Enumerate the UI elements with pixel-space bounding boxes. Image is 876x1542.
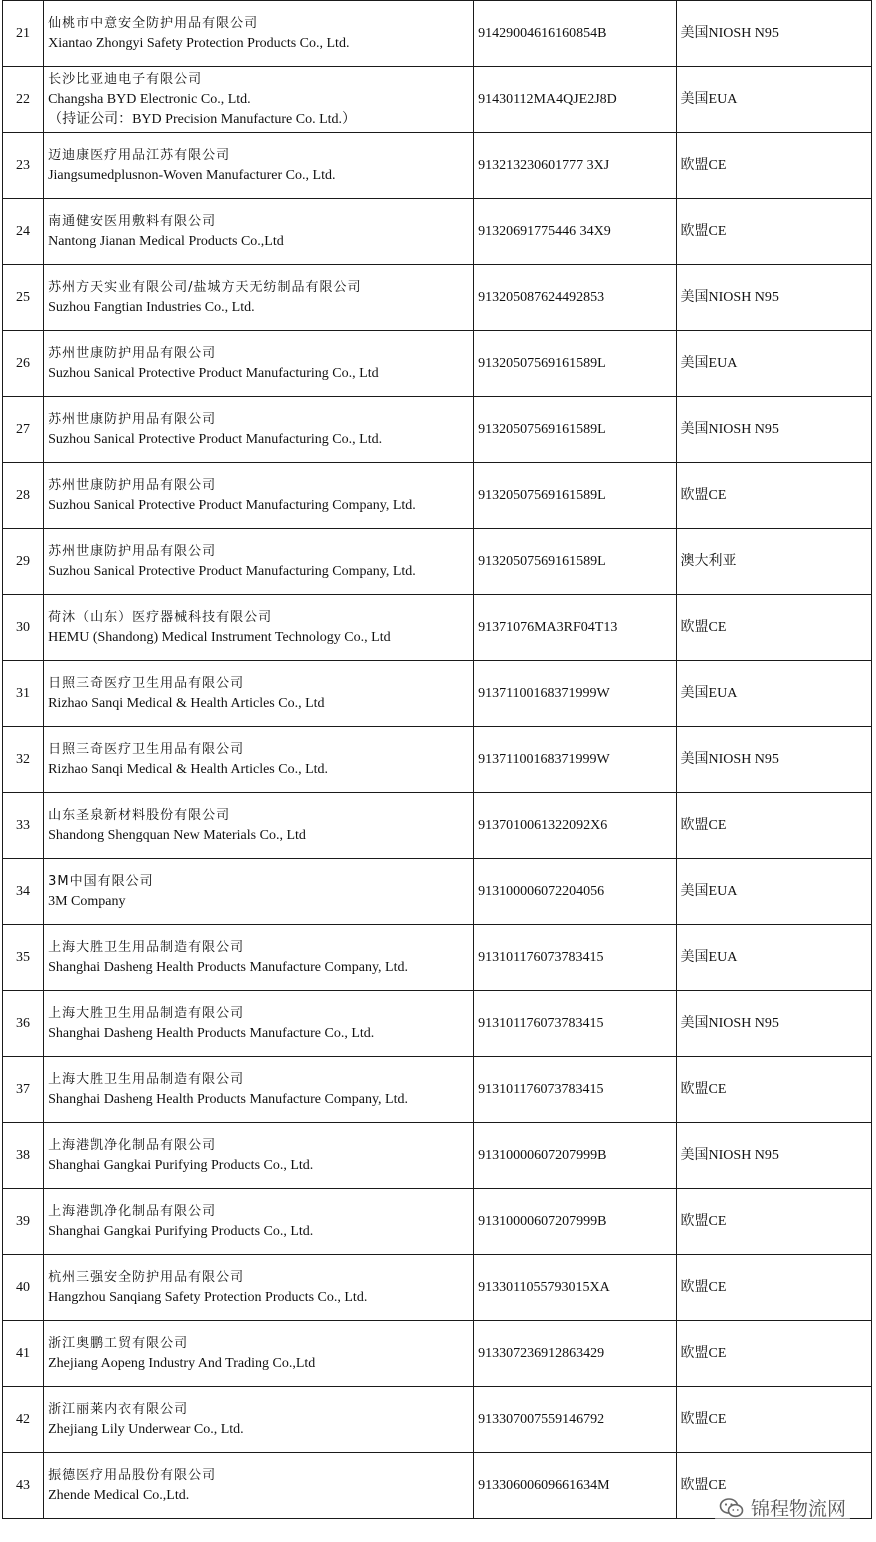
credit-code: 913213230601777 3XJ: [474, 133, 676, 199]
table-row: [3, 793, 872, 859]
company-name-cell: [44, 1453, 474, 1519]
certificate-holder: （持证公司：BYD Precision Manufacture Co. Ltd.）: [48, 111, 357, 127]
company-name-en: Suzhou Sanical Protective Product Manufacturing Company, Ltd.: [48, 497, 416, 513]
table-row: [3, 1387, 872, 1453]
table-row: [3, 331, 872, 397]
row-number: 29: [3, 529, 44, 595]
credit-code: 913101176073783415: [474, 991, 676, 1057]
company-name-en: HEMU (Shandong) Medical Instrument Technology Co., Ltd: [48, 629, 391, 645]
company-name-zh: 仙桃市中意安全防护用品有限公司: [48, 15, 259, 31]
company-name-zh: 苏州世康防护用品有限公司: [48, 543, 217, 559]
certification: 欧盟CE: [676, 1189, 871, 1255]
company-name-zh: 上海大胜卫生用品制造有限公司: [48, 939, 245, 955]
credit-code: 91429004616160854B: [474, 1, 676, 67]
certification: 美国EUA: [676, 67, 871, 133]
company-name-en: Shanghai Dasheng Health Products Manufacture Co., Ltd.: [48, 1025, 375, 1041]
company-name-cell: [44, 1387, 474, 1453]
watermark-text: 锦程物流网: [750, 1498, 846, 1520]
table-row: [3, 595, 872, 661]
company-name-cell: [44, 595, 474, 661]
credit-code: 91371100168371999W: [474, 661, 676, 727]
table-row: [3, 529, 872, 595]
company-name-zh: 杭州三强安全防护用品有限公司: [48, 1269, 245, 1285]
company-name-en: Shanghai Gangkai Purifying Products Co., Ltd.: [48, 1157, 314, 1173]
company-name-cell: [44, 67, 474, 133]
credit-code: 91371100168371999W: [474, 727, 676, 793]
row-number: 31: [3, 661, 44, 727]
certification: 美国NIOSH N95: [676, 991, 871, 1057]
credit-code: 913205087624492853: [474, 265, 676, 331]
certification: 欧盟CE: [676, 463, 871, 529]
company-name-cell: [44, 529, 474, 595]
row-number: 35: [3, 925, 44, 991]
certification: 美国EUA: [676, 925, 871, 991]
table-row: [3, 1321, 872, 1387]
certification: 欧盟CE: [676, 1057, 871, 1123]
credit-code: 91320691775446 34X9: [474, 199, 676, 265]
row-number: 27: [3, 397, 44, 463]
company-name-zh: 上海港凯净化制品有限公司: [48, 1137, 217, 1153]
company-name-en: Rizhao Sanqi Medical & Health Articles Co., Ltd: [48, 695, 325, 711]
company-name-zh: 上海大胜卫生用品制造有限公司: [48, 1071, 245, 1087]
company-name-cell: [44, 793, 474, 859]
certified-manufacturers-table: [2, 0, 872, 1519]
company-name-en: Shandong Shengquan New Materials Co., Ltd: [48, 827, 306, 843]
credit-code: 913101176073783415: [474, 925, 676, 991]
company-name-en: Nantong Jianan Medical Products Co.,Ltd: [48, 233, 284, 249]
table-row: [3, 397, 872, 463]
row-number: 43: [3, 1453, 44, 1519]
company-name-en: Zhende Medical Co.,Ltd.: [48, 1487, 190, 1503]
company-name-zh: 浙江丽莱内衣有限公司: [48, 1401, 189, 1417]
table-row: [3, 859, 872, 925]
row-number: 33: [3, 793, 44, 859]
table-row: [3, 199, 872, 265]
table-body: [3, 1, 872, 1519]
credit-code: 913100006072204056: [474, 859, 676, 925]
company-name-zh: 日照三奇医疗卫生用品有限公司: [48, 675, 245, 691]
wechat-icon: [719, 1495, 745, 1521]
row-number: 32: [3, 727, 44, 793]
watermark: [715, 1493, 850, 1522]
row-number: 22: [3, 67, 44, 133]
company-name-zh: 日照三奇医疗卫生用品有限公司: [48, 741, 245, 757]
credit-code: 91371076MA3RF04T13: [474, 595, 676, 661]
company-name-cell: [44, 463, 474, 529]
row-number: 23: [3, 133, 44, 199]
company-name-en: Shanghai Gangkai Purifying Products Co., Ltd.: [48, 1223, 314, 1239]
certification: 欧盟CE: [676, 1255, 871, 1321]
table-row: [3, 1057, 872, 1123]
certification: 美国EUA: [676, 661, 871, 727]
certification: 欧盟CE: [676, 1453, 871, 1519]
company-name-cell: [44, 331, 474, 397]
credit-code: 91430112MA4QJE2J8D: [474, 67, 676, 133]
certification: 欧盟CE: [676, 133, 871, 199]
table-row: [3, 67, 872, 133]
company-name-cell: [44, 1189, 474, 1255]
company-name-cell: [44, 1123, 474, 1189]
credit-code: 913101176073783415: [474, 1057, 676, 1123]
company-name-en: Changsha BYD Electronic Co., Ltd.: [48, 91, 251, 107]
company-name-en: Rizhao Sanqi Medical & Health Articles Co., Ltd.: [48, 761, 329, 777]
row-number: 38: [3, 1123, 44, 1189]
credit-code: 91320507569161589L: [474, 331, 676, 397]
company-name-cell: [44, 859, 474, 925]
company-name-cell: [44, 133, 474, 199]
company-name-cell: [44, 199, 474, 265]
table-row: [3, 661, 872, 727]
company-name-en: Suzhou Fangtian Industries Co., Ltd.: [48, 299, 255, 315]
credit-code: 91320507569161589L: [474, 529, 676, 595]
row-number: 34: [3, 859, 44, 925]
company-name-cell: [44, 397, 474, 463]
certification: 美国NIOSH N95: [676, 727, 871, 793]
company-name-cell: [44, 265, 474, 331]
credit-code: 9133011055793015XA: [474, 1255, 676, 1321]
company-name-zh: 苏州世康防护用品有限公司: [48, 345, 217, 361]
company-name-zh: 上海大胜卫生用品制造有限公司: [48, 1005, 245, 1021]
company-name-en: Shanghai Dasheng Health Products Manufacture Company, Ltd.: [48, 1091, 408, 1107]
row-number: 25: [3, 265, 44, 331]
credit-code: 91330600609661634M: [474, 1453, 676, 1519]
table-row: [3, 991, 872, 1057]
certification: 欧盟CE: [676, 1321, 871, 1387]
certification: 美国EUA: [676, 859, 871, 925]
table-row: [3, 727, 872, 793]
row-number: 37: [3, 1057, 44, 1123]
row-number: 41: [3, 1321, 44, 1387]
row-number: 28: [3, 463, 44, 529]
certification: 欧盟CE: [676, 595, 871, 661]
company-name-zh: 长沙比亚迪电子有限公司: [48, 71, 203, 87]
table-row: [3, 463, 872, 529]
row-number: 26: [3, 331, 44, 397]
company-name-zh: 山东圣泉新材料股份有限公司: [48, 807, 231, 823]
company-name-cell: [44, 1, 474, 67]
certification: 美国NIOSH N95: [676, 397, 871, 463]
company-name-cell: [44, 661, 474, 727]
certification: 欧盟CE: [676, 1387, 871, 1453]
company-name-cell: [44, 1321, 474, 1387]
row-number: 42: [3, 1387, 44, 1453]
company-name-en: Suzhou Sanical Protective Product Manufacturing Co., Ltd: [48, 365, 379, 381]
company-name-en: 3M Company: [48, 893, 126, 909]
row-number: 24: [3, 199, 44, 265]
credit-code: 913307007559146792: [474, 1387, 676, 1453]
row-number: 30: [3, 595, 44, 661]
company-name-zh: 3M中国有限公司: [48, 873, 154, 889]
company-name-zh: 迈迪康医疗用品江苏有限公司: [48, 147, 231, 163]
company-name-en: Zhejiang Lily Underwear Co., Ltd.: [48, 1421, 244, 1437]
company-name-zh: 苏州方天实业有限公司/盐城方天无纺制品有限公司: [48, 279, 362, 295]
row-number: 40: [3, 1255, 44, 1321]
company-name-en: Suzhou Sanical Protective Product Manufacturing Company, Ltd.: [48, 563, 416, 579]
company-name-en: Zhejiang Aopeng Industry And Trading Co.,Ltd: [48, 1355, 316, 1371]
certification: 欧盟CE: [676, 793, 871, 859]
table-row: [3, 1, 872, 67]
credit-code: 91320507569161589L: [474, 463, 676, 529]
row-number: 36: [3, 991, 44, 1057]
company-name-zh: 苏州世康防护用品有限公司: [48, 477, 217, 493]
table-row: [3, 1255, 872, 1321]
company-name-en: Jiangsumedplusnon-Woven Manufacturer Co., Ltd.: [48, 167, 336, 183]
credit-code: 91320507569161589L: [474, 397, 676, 463]
certification: 美国NIOSH N95: [676, 1123, 871, 1189]
company-name-zh: 南通健安医用敷料有限公司: [48, 213, 217, 229]
row-number: 39: [3, 1189, 44, 1255]
company-name-zh: 上海港凯净化制品有限公司: [48, 1203, 217, 1219]
company-name-cell: [44, 991, 474, 1057]
row-number: 21: [3, 1, 44, 67]
credit-code: 9137010061322092X6: [474, 793, 676, 859]
company-name-cell: [44, 1057, 474, 1123]
company-name-cell: [44, 727, 474, 793]
certification: 澳大利亚: [676, 529, 871, 595]
company-name-en: Suzhou Sanical Protective Product Manufacturing Co., Ltd.: [48, 431, 383, 447]
table-row: [3, 1123, 872, 1189]
company-name-en: Hangzhou Sanqiang Safety Protection Products Co., Ltd.: [48, 1289, 368, 1305]
company-name-cell: [44, 925, 474, 991]
credit-code: 91310000607207999B: [474, 1189, 676, 1255]
table-row: [3, 265, 872, 331]
company-name-en: Shanghai Dasheng Health Products Manufacture Company, Ltd.: [48, 959, 408, 975]
credit-code: 913307236912863429: [474, 1321, 676, 1387]
credit-code: 91310000607207999B: [474, 1123, 676, 1189]
certification: 美国NIOSH N95: [676, 265, 871, 331]
company-name-cell: [44, 1255, 474, 1321]
certification: 美国NIOSH N95: [676, 1, 871, 67]
company-name-zh: 振德医疗用品股份有限公司: [48, 1467, 217, 1483]
table-row: [3, 1189, 872, 1255]
table-row: [3, 925, 872, 991]
certification: 美国EUA: [676, 331, 871, 397]
company-name-zh: 苏州世康防护用品有限公司: [48, 411, 217, 427]
company-name-en: Xiantao Zhongyi Safety Protection Products Co., Ltd.: [48, 35, 350, 51]
certification: 欧盟CE: [676, 199, 871, 265]
company-name-zh: 荷沐（山东）医疗器械科技有限公司: [48, 609, 273, 625]
company-name-zh: 浙江奥鹏工贸有限公司: [48, 1335, 189, 1351]
table-row: [3, 133, 872, 199]
